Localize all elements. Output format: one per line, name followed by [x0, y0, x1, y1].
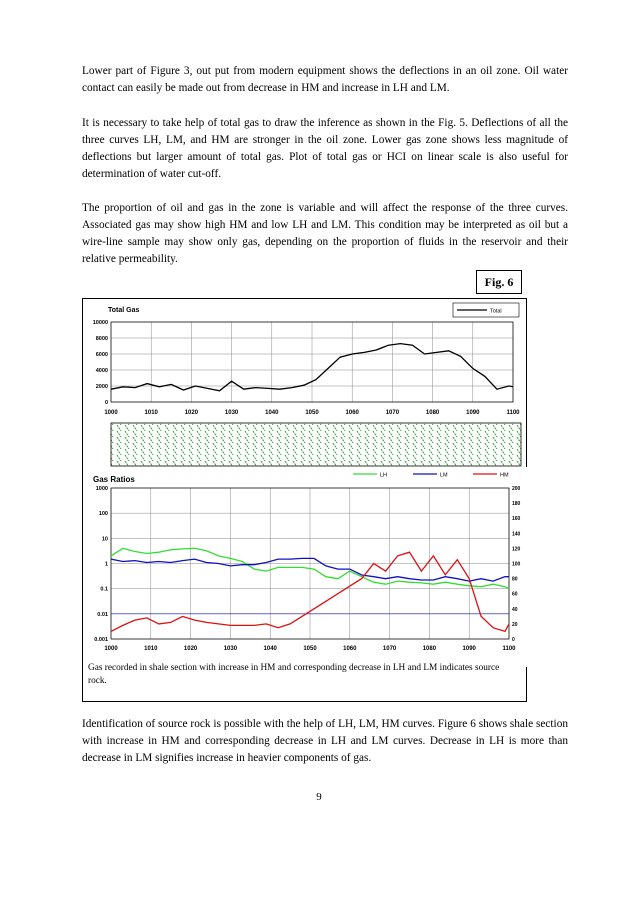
y-right-tick-label: 140 — [512, 531, 521, 538]
y-left-tick-label: 0.01 — [97, 611, 108, 618]
x-tick-label: 1040 — [263, 646, 277, 652]
x-tick-label: 1050 — [305, 410, 319, 416]
gas-charts — [83, 299, 528, 703]
x-tick-label: 1090 — [462, 646, 476, 652]
figure-caption: Gas recorded in shale section with increase in HM and corresponding decrease in LH and LM indicates source rock. — [88, 663, 500, 686]
y-tick-label: 6000 — [95, 352, 108, 358]
x-tick-label: 1040 — [265, 410, 279, 416]
y-tick-label: 2000 — [95, 384, 108, 390]
y-right-tick-label: 0 — [512, 637, 515, 643]
y-right-tick-label: 100 — [512, 561, 521, 568]
y-right-tick-label: 120 — [512, 546, 521, 553]
y-tick-label: 0 — [104, 400, 108, 406]
x-tick-label: 1030 — [223, 646, 238, 652]
figure-6 — [82, 298, 527, 702]
y-right-tick-label: 20 — [512, 621, 518, 628]
y-tick-label: 10000 — [92, 320, 108, 326]
x-tick-label: 1060 — [343, 646, 357, 652]
paragraph-source-rock: Identification of source rock is possible with the help of LH, LM, HM curves. Figure 6 shows shale section with increase in HM and corresponding decrease in LH and LM curves. Decrease in LH is more than decrease in LM signifies increase in heavier components of gas. — [82, 718, 568, 764]
x-tick-label: 1010 — [144, 410, 158, 416]
paragraph-total-gas: It is necessary to take help of total gas to draw the inference as shown in the Fig. 5. Deflections of all the three curves LH, LM, and HM are stronger in the oil zone. Lower gas zone shows less magnitude of deflections but larger amount of total gas. Plot of total gas or HCI on linear scale is also useful for determination of water cut-off. — [82, 117, 568, 180]
y-left-tick-label: 0.1 — [100, 586, 108, 593]
page-number: 9 — [316, 791, 322, 803]
x-tick-label: 1020 — [184, 410, 199, 416]
chart-title: Total Gas — [108, 307, 140, 314]
y-left-tick-label: 100 — [98, 511, 108, 518]
x-tick-label: 1080 — [425, 410, 440, 416]
y-tick-label: 4000 — [95, 368, 108, 374]
y-right-tick-label: 60 — [512, 591, 518, 598]
y-right-tick-label: 40 — [512, 606, 518, 613]
paragraph-oil-gas-proportion: The proportion of oil and gas in the zone is variable and will affect the response of the three curves. Associated gas may show high HM and low LH and LM. This condition may be interpreted as oil but a wire-line sample may show only gas, depending on the proportion of fluids in the reservoir and their relative permeability. — [82, 202, 568, 265]
legend-label-total: Total — [490, 308, 502, 315]
legend-label-lh: LH — [380, 472, 388, 479]
y-right-tick-label: 180 — [512, 501, 521, 508]
shale-section-hatch — [111, 423, 521, 466]
figure-label: Fig. 6 — [476, 270, 522, 294]
x-tick-label: 1010 — [144, 646, 158, 652]
x-tick-label: 1000 — [104, 646, 118, 652]
x-tick-label: 1060 — [345, 410, 359, 416]
y-left-tick-label: 1 — [104, 561, 108, 568]
paragraph-oil-zone: Lower part of Figure 3, out put from modern equipment shows the deflections in an oil zone. Oil water contact can easily be made out from decrease in HM and increase in LH and LM. — [82, 65, 568, 94]
y-left-tick-label: 0.001 — [94, 637, 108, 643]
x-tick-label: 1020 — [183, 646, 198, 652]
x-tick-label: 1100 — [506, 410, 520, 416]
x-tick-label: 1070 — [382, 646, 397, 652]
chart-title: Gas Ratios — [93, 475, 135, 484]
legend-label-lm: LM — [440, 472, 448, 479]
y-right-tick-label: 200 — [512, 486, 521, 492]
y-right-tick-label: 160 — [512, 516, 521, 523]
y-right-tick-label: 80 — [512, 576, 518, 583]
legend-label-hm: HM — [500, 472, 509, 479]
y-tick-label: 8000 — [95, 336, 108, 342]
x-tick-label: 1070 — [385, 410, 400, 416]
y-left-tick-label: 10 — [101, 536, 108, 543]
x-tick-label: 1100 — [502, 646, 516, 652]
x-tick-label: 1080 — [422, 646, 437, 652]
y-left-tick-label: 1000 — [95, 486, 108, 492]
x-tick-label: 1000 — [104, 410, 118, 416]
x-tick-label: 1030 — [224, 410, 239, 416]
x-tick-label: 1090 — [466, 410, 480, 416]
x-tick-label: 1050 — [303, 646, 317, 652]
